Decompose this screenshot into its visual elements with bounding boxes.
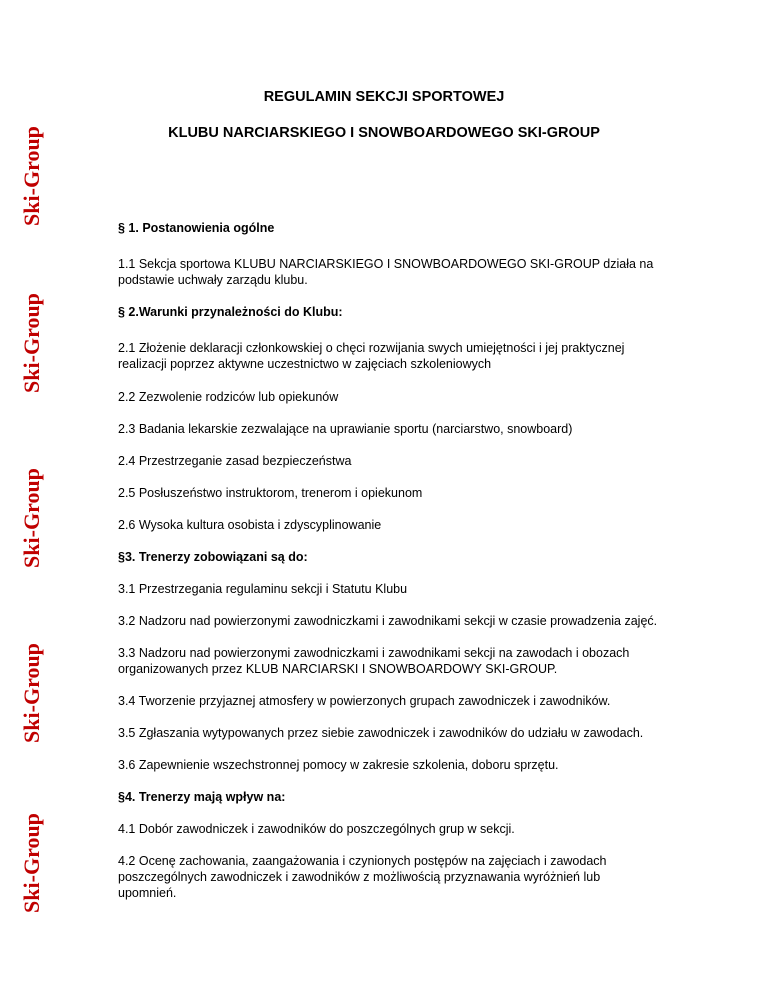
paragraph-3-6: 3.6 Zapewnienie wszechstronnej pomocy w zakresie szkolenia, doboru sprzętu. <box>118 758 559 772</box>
paragraph-3-1: 3.1 Przestrzegania regulaminu sekcji i Statutu Klubu <box>118 582 408 596</box>
sidebar-watermark <box>0 0 64 994</box>
paragraph-2-4: 2.4 Przestrzeganie zasad bezpieczeństwa <box>118 454 352 468</box>
side-label-1: Ski-Group <box>19 126 44 226</box>
paragraph-2-2: 2.2 Zezwolenie rodziców lub opiekunów <box>118 390 339 404</box>
side-label-3: Ski-Group <box>19 468 44 568</box>
paragraph-1-1-line-2: podstawie uchwały zarządu klubu. <box>118 273 308 287</box>
page-subtitle: KLUBU NARCIARSKIEGO I SNOWBOARDOWEGO SKI-GROUP <box>168 125 600 141</box>
paragraph-3-4: 3.4 Tworzenie przyjaznej atmosfery w powierzonych grupach zawodniczek i zawodników. <box>118 694 611 708</box>
paragraph-2-3: 2.3 Badania lekarskie zezwalające na uprawianie sportu (narciarstwo, snowboard) <box>118 422 573 436</box>
paragraph-2-5: 2.5 Posłuszeństwo instruktorom, trenerom i opiekunom <box>118 486 423 500</box>
paragraph-3-2: 3.2 Nadzoru nad powierzonymi zawodniczkami i zawodnikami sekcji w czasie prowadzenia zajęć. <box>118 614 658 628</box>
paragraph-3-3-line-1: 3.3 Nadzoru nad powierzonymi zawodniczkami i zawodnikami sekcji na zawodach i obozach <box>118 646 630 660</box>
paragraph-4-2-line-1: 4.2 Ocenę zachowania, zaangażowania i czynionych postępów na zajęciach i zawodach <box>118 854 607 868</box>
paragraph-3-3-line-2: organizowanych przez KLUB NARCIARSKI I SNOWBOARDOWY SKI-GROUP. <box>118 662 558 676</box>
paragraph-3-5: 3.5 Zgłaszania wytypowanych przez siebie zawodniczek i zawodników do udziału w zawodach. <box>118 726 644 740</box>
paragraph-2-6: 2.6 Wysoka kultura osobista i zdyscyplinowanie <box>118 518 382 532</box>
section-3-heading: §3. Trenerzy zobowiązani są do: <box>118 550 308 564</box>
document-body <box>118 220 678 901</box>
side-label-2: Ski-Group <box>19 293 44 393</box>
paragraph-2-1-line-2: realizacji poprzez aktywne uczestnictwo w zajęciach szkoleniowych <box>118 357 492 371</box>
paragraph-4-2-line-3: upomnień. <box>118 886 177 900</box>
section-2-heading: § 2.Warunki przynależności do Klubu: <box>118 305 343 319</box>
side-label-4: Ski-Group <box>19 643 44 743</box>
paragraph-4-2-line-2: poszczególnych zawodniczek i zawodników z możliwością przyznawania wyróżnień lub <box>118 870 601 884</box>
paragraph-4-1: 4.1 Dobór zawodniczek i zawodników do poszczególnych grup w sekcji. <box>118 822 515 836</box>
section-1-heading: § 1. Postanowienia ogólne <box>118 221 275 235</box>
paragraph-1-1-line-1: 1.1 Sekcja sportowa KLUBU NARCIARSKIEGO I SNOWBOARDOWEGO SKI-GROUP działa na <box>118 257 654 271</box>
section-4-heading: §4. Trenerzy mają wpływ na: <box>118 790 286 804</box>
page-title: REGULAMIN SEKCJI SPORTOWEJ <box>263 89 505 105</box>
paragraph-2-1-line-1: 2.1 Złożenie deklaracji członkowskiej o chęci rozwijania swych umiejętności i jej praktycznej <box>118 341 625 355</box>
side-label-5: Ski-Group <box>19 813 44 913</box>
